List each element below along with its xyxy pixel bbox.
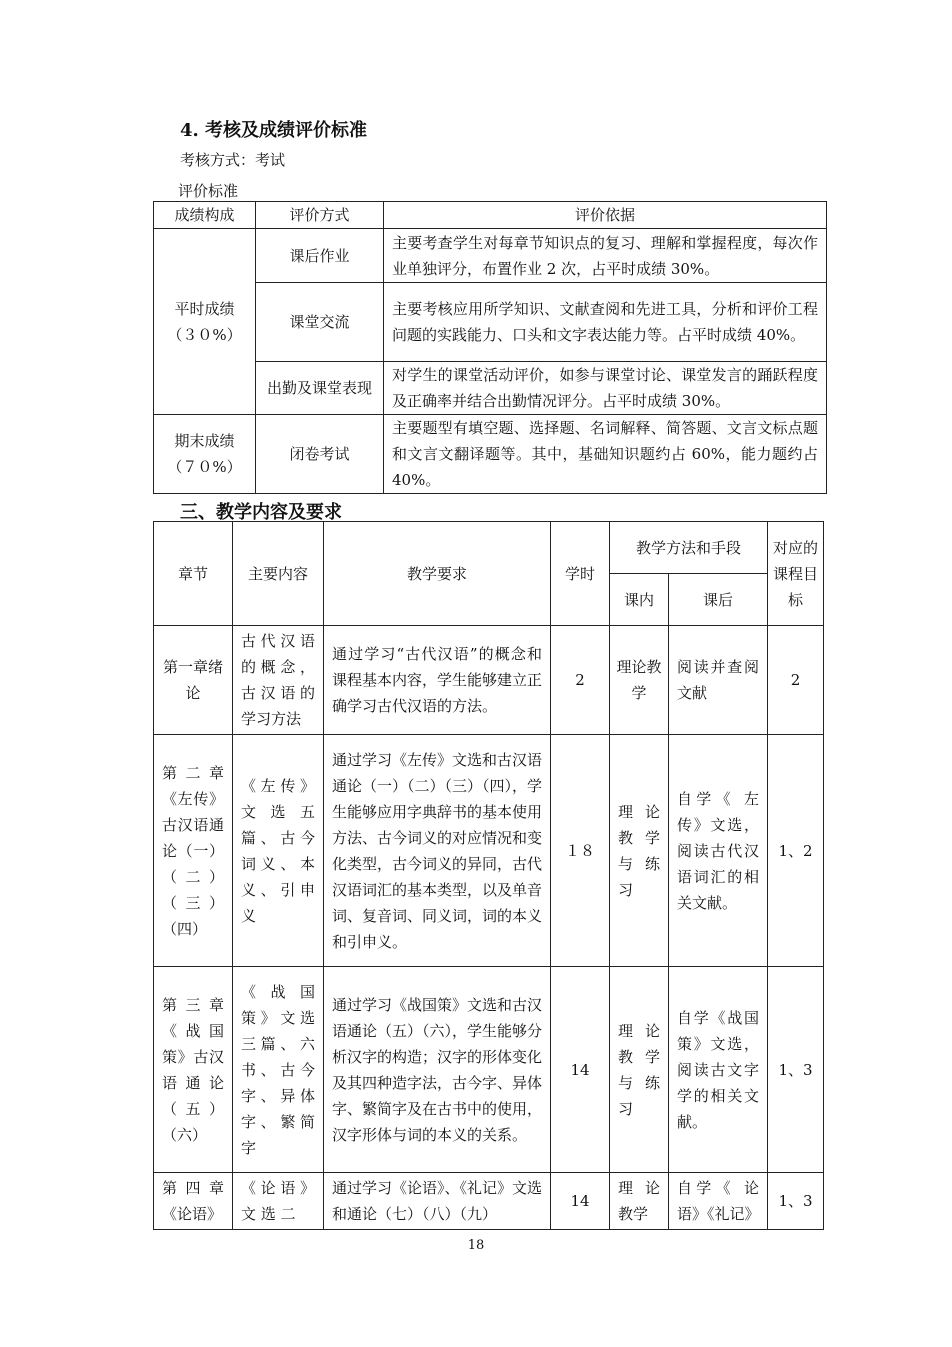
objective-cell: 1、2 — [768, 735, 824, 967]
requirement-cell: 通过学习“古代汉语”的概念和课程基本内容，学生能够建立正确学习古代汉语的方法。 — [324, 626, 551, 735]
table-row — [154, 1173, 824, 1230]
after-class-cell: 自学《战国策》文选，阅读古文字学的相关文献。 — [669, 967, 768, 1173]
eval-standard-label: 评价标准 — [178, 182, 239, 200]
basis-cell: 主要考核应用所学知识、文献查阅和先进工具，分析和评价工程问题的实践能力、口头和文字表达能力等。占平时成绩 40%。 — [384, 283, 827, 362]
table-row — [154, 229, 827, 283]
header-cell: 评价依据 — [384, 202, 827, 229]
hours-cell: 2 — [551, 626, 610, 735]
in-class-cell: 理论教学与练习 — [610, 967, 669, 1173]
table-row — [154, 415, 827, 494]
header-cell: 课内 — [610, 574, 669, 626]
section-title: 三、教学内容及要求 — [180, 502, 342, 523]
header-cell: 主要内容 — [233, 522, 324, 626]
basis-cell: 主要考查学生对每章节知识点的复习、理解和掌握程度，每次作业单独评分，布置作业 2 次，占平时成绩 30%。 — [384, 229, 827, 283]
content-cell: 《论语》文 选 二 — [233, 1173, 324, 1230]
header-cell: 章节 — [154, 522, 233, 626]
content-cell: 《左传》文选五篇、古今词义、本义、引申义 — [233, 735, 324, 967]
header-cell: 评价方式 — [256, 202, 384, 229]
requirement-cell: 通过学习《论语》、《礼记》文选和通论（七）（八）（九） — [324, 1173, 551, 1230]
table-header-row — [154, 522, 824, 574]
chapter-cell: 第二章《左传》古汉语通论（一）（二）（三）（四） — [154, 735, 233, 967]
exam-method: 考核方式：考试 — [180, 151, 286, 169]
in-class-cell: 理论教学 — [610, 1173, 669, 1230]
usual-grade-pct: （３０%） — [167, 325, 242, 344]
after-class-cell: 阅读并查阅文献 — [669, 626, 768, 735]
method-cell: 出勤及课堂表现 — [256, 362, 384, 415]
header-cell: 课后 — [669, 574, 768, 626]
after-class-cell: 自学《 论语》《礼记》 — [669, 1173, 768, 1230]
objective-cell: 2 — [768, 626, 824, 735]
table-header-row — [154, 202, 827, 229]
table-row — [154, 626, 824, 735]
usual-grade-cell — [154, 229, 256, 415]
method-cell: 课后作业 — [256, 229, 384, 283]
grading-table — [153, 201, 827, 494]
chapter-cell: 第四章《论语》 — [154, 1173, 233, 1230]
final-grade-label: 期末成绩 — [174, 432, 235, 450]
hours-cell: １８ — [551, 735, 610, 967]
objective-cell: 1、3 — [768, 967, 824, 1173]
header-cell: 成绩构成 — [154, 202, 256, 229]
content-table — [153, 521, 824, 1230]
header-cell: 对应的课程目标 — [768, 522, 824, 626]
in-class-cell: 理论教学与练习 — [610, 735, 669, 967]
objective-cell: 1、3 — [768, 1173, 824, 1230]
header-cell: 教学方法和手段 — [610, 522, 768, 574]
after-class-cell: 自学《 左传》文选，阅读古代汉语词汇的相关文献。 — [669, 735, 768, 967]
requirement-cell: 通过学习《战国策》文选和古汉语通论（五）（六），学生能够分析汉字的构造；汉字的形体变化及其四种造字法，古今字、异体字、繁简字及在古书中的使用，汉字形体与词的本义的关系。 — [324, 967, 551, 1173]
header-cell: 教学要求 — [324, 522, 551, 626]
method-cell: 课堂交流 — [256, 283, 384, 362]
basis-cell: 对学生的课堂活动评价，如参与课堂讨论、课堂发言的踊跃程度及正确率并结合出勤情况评分。占平时成绩 30%。 — [384, 362, 827, 415]
header-cell: 学时 — [551, 522, 610, 626]
content-cell: 古代汉语的概念，古汉语的学习方法 — [233, 626, 324, 735]
in-class-cell: 理论教学 — [610, 626, 669, 735]
chapter-cell: 第三章《战国策》古汉语通论（五）（六） — [154, 967, 233, 1173]
method-cell: 闭卷考试 — [256, 415, 384, 494]
section-title: 4. 考核及成绩评价标准 — [180, 120, 368, 141]
basis-cell: 主要题型有填空题、选择题、名词解释、简答题、文言文标点题和文言文翻译题等。其中，基础知识题约占 60%，能力题约占 40%。 — [384, 415, 827, 494]
final-grade-cell — [154, 415, 256, 494]
hours-cell: 14 — [551, 967, 610, 1173]
final-grade-pct: （７０%） — [167, 458, 242, 476]
requirement-cell: 通过学习《左传》文选和古汉语通论（一）（二）（三）（四），学生能够应用字典辞书的基本使用方法、古今词义的对应情况和变化类型，古今词义的异同，古代汉语词汇的基本类型，以及单音词、复音词、同义词，词的本义和引申义。 — [324, 735, 551, 967]
chapter-cell: 第一章绪论 — [154, 626, 233, 735]
page-number: 18 — [467, 1238, 485, 1253]
usual-grade-label: 平时成绩 — [174, 299, 235, 318]
hours-cell: 14 — [551, 1173, 610, 1230]
content-cell: 《 战 国策》文选三篇、六书、古今字、异体字、繁简字 — [233, 967, 324, 1173]
table-row — [154, 967, 824, 1173]
table-row — [154, 735, 824, 967]
